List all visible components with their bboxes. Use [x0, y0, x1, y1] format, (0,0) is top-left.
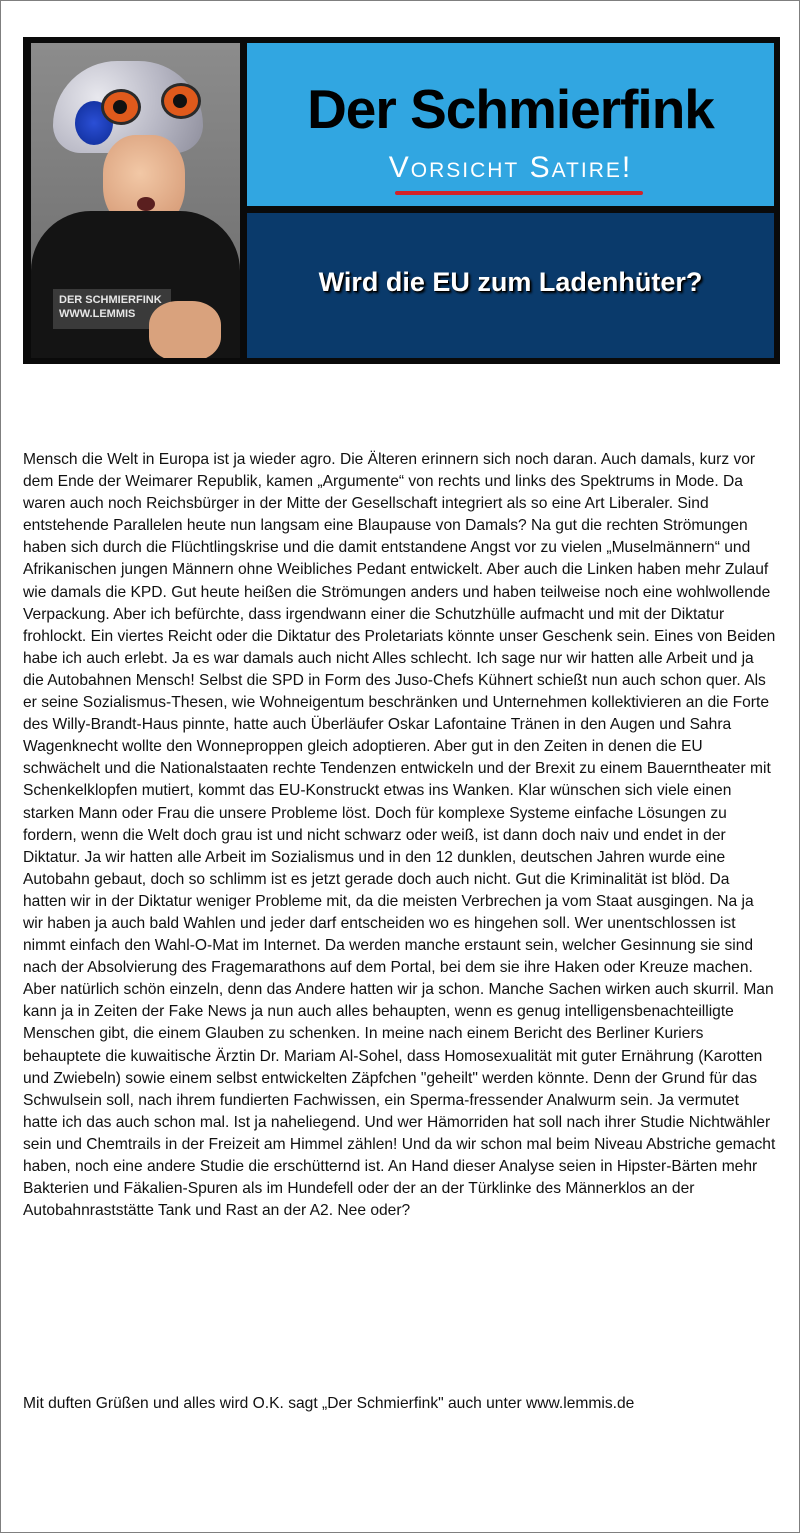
article-signoff: Mit duften Grüßen und alles wird O.K. sagt „Der Schmierfink" auch unter www.lemmis.de	[23, 1395, 635, 1412]
hat-eye-right	[161, 83, 201, 119]
site-subtitle: Vorsicht Satire!	[388, 151, 633, 184]
title-panel	[247, 43, 774, 206]
hat-eye-left	[101, 89, 141, 125]
subtitle-underline	[395, 191, 643, 195]
shirt-print: DER SCHMIERFINK WWW.LEMMIS	[53, 289, 171, 329]
headline-panel	[247, 213, 774, 358]
site-title: Der Schmierfink	[307, 78, 714, 140]
pointing-hand	[149, 301, 221, 358]
mouth	[137, 197, 155, 211]
article-headline: Wird die EU zum Ladenhüter?	[318, 267, 703, 297]
article-body: Mensch die Welt in Europa ist ja wieder agro. Die Älteren erinnern sich noch daran. Auch damals, kurz vor dem Ende der Weimarer Republik, kamen „Argumente“ von rechts und links des Spektrums in Mode. Da waren auch noch Reichsbürger in der Mitte der Gesellschaft integriert als so eine Art Liberaler. Sind entstehende Parallelen heute nun langsam eine Blaupause von Damals? Na gut die rechten Strömungen haben sich durch die Flüchtlingskrise und die damit entstandene Angst vor zu vielen „Muselmännern“ und Afrikanischen jungen Männern ohne Weibliches Pedant entwickelt. Aber auch die Linken haben mehr Zulauf wie damals die KPD. Gut heute heißen die Strömungen anders und haben teilweise noch eine wohlwollende Verpackung. Aber ich befürchte, dass irgendwann einer die Schutzhülle aufmacht und mit der Diktatur frohlockt. Ein viertes Reicht oder die Diktatur des Proletariats könnte unser Geschenk sein. Eines von Beiden habe ich auch erlebt. Ja es war damals auch nicht Alles schlecht. Ich sage nur wir hatten alle Arbeit und ja die Autobahnen Mensch! Selbst die SPD in Form des Juso-Chefs Kühnert schießt nun auch schon quer. Als er seine Sozialismus-Thesen, wie Wohneigentum beschränken und Unternehmen kollektivieren an die Forte des Willy-Brandt-Haus pinnte, hatte auch Überläufer Oskar Lafontaine Tränen in den Augen und Sahra Wagenknecht wollte den Wonneproppen gleich adoptieren. Aber gut in den Zeiten in denen die EU schwächelt und die Nationalstaaten rechte Tendenzen entwickeln und der Brexit zu einem Bauerntheater mit Schenkelklopfen mutiert, kommt das EU-Konstruckt etwas ins Wanken. Klar wünschen sich viele einen starken Mann oder Frau die unsere Probleme löst. Doch für komplexe Systeme einfache Lösungen zu fordern, wenn die Welt doch grau ist und nicht schwarz oder weiß, ist dann doch naiv und endet in der Diktatur. Ja wir hatten alle Arbeit im Sozialismus und in den 12 dunklen, deutschen Jahren wurde eine Autobahn gebaut, doch so schlimm ist es jetzt gerade doch auch nicht. Gut die Kriminalität ist blöd. Da hatten wir in der Diktatur weniger Probleme mit, da die meisten Verbrechen ja vom Staat ausgingen. Na ja wir haben ja auch bald Wahlen und jeder darf entscheiden wo es hingehen soll. Wer unentschlossen ist nimmt einfach den Wahl-O-Mat im Internet. Da werden manche erstaunt sein, welcher Gesinnung sie sind nach der Absolvierung des Fragemarathons auf dem Portal, bei dem sie ihre Haken oder Kreuze machen. Aber natürlich schön einzeln, denn das Andere hatten wir ja schon. Manche Sachen wirken auch skurril. Man kann ja in Zeiten der Fake News ja nun auch alles behaupten, wenn es genug intelligensbenachteilligte Menschen gibt, die einem Glauben zu schenken. In meine nach einem Bericht des Berliner Kuriers behauptete die kuwaitische Ärztin Dr. Mariam Al-Sohel, dass Homosexualität mit guter Ernährung (Karotten und Zwiebeln) sowie einem selbst entwickelten Zäpfchen "geheilt" werden könnte. Denn der Grund für das Schwulsein soll, nach ihrem fundierten Fachwissen, ein Sperma-fressender Analwurm sein. Ja vermutet hatte ich das auch schon mal. Ist ja naheliegend. Und wer Hämorriden hat soll nach ihrer Studie Nichtwähler sein und Chemtrails in der Freizeit am Himmel zählen! Und da wir schon mal beim Niveau Abstriche gemacht haben, noch eine andere Studie die erschütternd ist. An Hand dieser Analyse seien in Hipster-Bärten mehr Bakterien und Fäkalien-Spuren als im Hundefell oder der an der Türklinke des Männerklos an der Autobahnraststätte Tank und Rast an der A2. Nee oder?	[23, 451, 776, 1220]
header-banner	[23, 37, 780, 364]
author-photo	[31, 43, 240, 358]
